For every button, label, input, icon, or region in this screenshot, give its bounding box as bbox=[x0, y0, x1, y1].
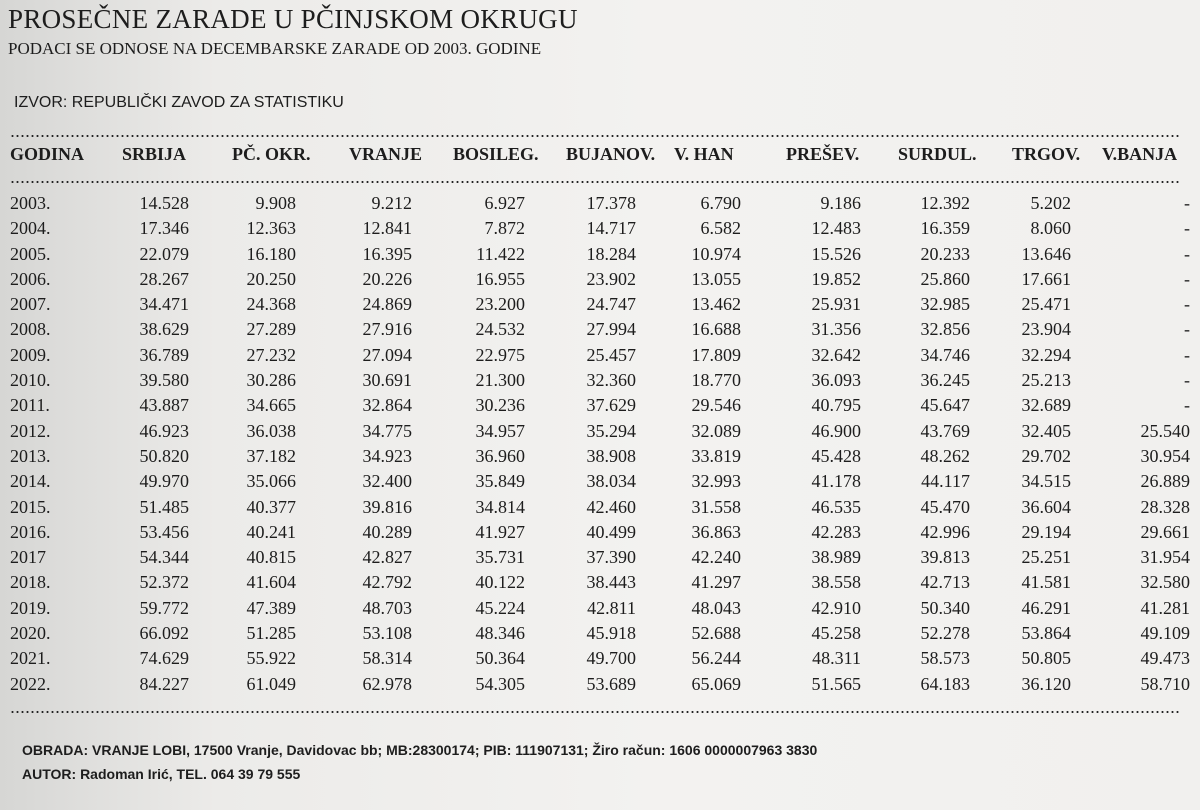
cell-srbija: 54.344 bbox=[139, 547, 189, 568]
footer-autor: AUTOR: Radoman Irić, TEL. 064 39 79 555 bbox=[22, 766, 301, 782]
cell-v-han: 10.974 bbox=[691, 243, 741, 264]
cell-pc-okr: 35.066 bbox=[246, 471, 296, 492]
cell-srbija: 22.079 bbox=[139, 243, 189, 264]
cell-bujanov: 23.902 bbox=[586, 268, 636, 289]
cell-v-han: 48.043 bbox=[691, 597, 741, 618]
cell-presev: 42.283 bbox=[811, 521, 861, 542]
cell-presev: 40.795 bbox=[811, 395, 861, 416]
cell-presev: 38.558 bbox=[811, 572, 861, 593]
cell-surdul: 45.647 bbox=[920, 395, 970, 416]
cell-v-banja: - bbox=[1184, 395, 1190, 416]
cell-bosileg: 48.346 bbox=[475, 623, 525, 644]
table-row bbox=[0, 674, 1200, 699]
cell-godina: 2017 bbox=[10, 547, 46, 568]
page-subtitle: PODACI SE ODNOSE NA DECEMBARSKE ZARADE OD 2003. GODINE bbox=[8, 39, 542, 58]
cell-godina: 2016. bbox=[10, 521, 51, 542]
cell-trgov: 25.471 bbox=[1021, 294, 1071, 315]
cell-srbija: 66.092 bbox=[139, 623, 189, 644]
cell-bosileg: 36.960 bbox=[475, 445, 525, 466]
dotted-divider-top bbox=[10, 134, 1180, 138]
cell-v-han: 13.055 bbox=[691, 268, 741, 289]
cell-presev: 15.526 bbox=[811, 243, 861, 264]
cell-v-han: 6.582 bbox=[700, 218, 741, 239]
table-row bbox=[0, 547, 1200, 572]
cell-godina: 2022. bbox=[10, 673, 51, 694]
cell-pc-okr: 27.289 bbox=[246, 319, 296, 340]
cell-vranje: 12.841 bbox=[362, 218, 412, 239]
cell-surdul: 32.985 bbox=[920, 294, 970, 315]
cell-v-han: 56.244 bbox=[691, 648, 741, 669]
table-row bbox=[0, 269, 1200, 294]
cell-bosileg: 50.364 bbox=[475, 648, 525, 669]
cell-v-han: 33.819 bbox=[691, 445, 741, 466]
cell-bujanov: 38.443 bbox=[586, 572, 636, 593]
cell-pc-okr: 40.377 bbox=[246, 496, 296, 517]
cell-trgov: 36.120 bbox=[1021, 673, 1071, 694]
table-body bbox=[0, 193, 1200, 699]
column-header-pc-okr: PČ. OKR. bbox=[232, 144, 311, 164]
cell-v-banja: 28.328 bbox=[1140, 496, 1190, 517]
cell-trgov: 17.661 bbox=[1021, 268, 1071, 289]
cell-bosileg: 24.532 bbox=[475, 319, 525, 340]
cell-presev: 45.258 bbox=[811, 623, 861, 644]
table-row bbox=[0, 572, 1200, 597]
cell-v-banja: - bbox=[1184, 294, 1190, 315]
cell-bujanov: 38.034 bbox=[586, 471, 636, 492]
cell-presev: 45.428 bbox=[811, 445, 861, 466]
cell-v-banja: 31.954 bbox=[1140, 547, 1190, 568]
cell-v-banja: 25.540 bbox=[1140, 420, 1190, 441]
cell-bujanov: 40.499 bbox=[586, 521, 636, 542]
cell-presev: 48.311 bbox=[812, 648, 861, 669]
cell-godina: 2011. bbox=[10, 395, 50, 416]
cell-presev: 19.852 bbox=[811, 268, 861, 289]
cell-v-han: 32.993 bbox=[691, 471, 741, 492]
cell-presev: 46.535 bbox=[811, 496, 861, 517]
cell-v-banja: 26.889 bbox=[1140, 471, 1190, 492]
cell-bujanov: 53.689 bbox=[586, 673, 636, 694]
cell-vranje: 58.314 bbox=[362, 648, 412, 669]
cell-bujanov: 35.294 bbox=[586, 420, 636, 441]
table-row bbox=[0, 446, 1200, 471]
cell-presev: 38.989 bbox=[811, 547, 861, 568]
cell-srbija: 28.267 bbox=[139, 268, 189, 289]
table-header bbox=[0, 144, 1200, 168]
column-header-trgov: TRGOV. bbox=[1012, 144, 1081, 164]
cell-bujanov: 45.918 bbox=[586, 623, 636, 644]
cell-pc-okr: 20.250 bbox=[246, 268, 296, 289]
column-header-srbija: SRBIJA bbox=[122, 144, 187, 164]
cell-surdul: 50.340 bbox=[920, 597, 970, 618]
cell-bujanov: 17.378 bbox=[586, 193, 636, 213]
cell-vranje: 20.226 bbox=[362, 268, 412, 289]
cell-srbija: 84.227 bbox=[139, 673, 189, 694]
cell-pc-okr: 40.241 bbox=[246, 521, 296, 542]
cell-bosileg: 21.300 bbox=[475, 370, 525, 391]
cell-srbija: 39.580 bbox=[139, 370, 189, 391]
cell-godina: 2020. bbox=[10, 623, 51, 644]
cell-godina: 2004. bbox=[10, 218, 51, 239]
cell-v-han: 6.790 bbox=[700, 193, 741, 213]
cell-srbija: 14.528 bbox=[139, 193, 189, 213]
column-header-vranje: VRANJE bbox=[349, 144, 423, 164]
cell-pc-okr: 30.286 bbox=[246, 370, 296, 391]
column-header-v-han: V. HAN bbox=[674, 144, 734, 164]
table-row bbox=[0, 294, 1200, 319]
cell-pc-okr: 55.922 bbox=[246, 648, 296, 669]
cell-vranje: 9.212 bbox=[371, 193, 412, 213]
cell-pc-okr: 47.389 bbox=[246, 597, 296, 618]
cell-godina: 2012. bbox=[10, 420, 51, 441]
cell-srbija: 36.789 bbox=[139, 344, 189, 365]
cell-surdul: 25.860 bbox=[920, 268, 970, 289]
cell-godina: 2010. bbox=[10, 370, 51, 391]
cell-vranje: 24.869 bbox=[362, 294, 412, 315]
cell-v-han: 41.297 bbox=[691, 572, 741, 593]
dotted-divider-bottom bbox=[10, 710, 1180, 714]
cell-trgov: 25.213 bbox=[1021, 370, 1071, 391]
table-row bbox=[0, 395, 1200, 420]
cell-surdul: 48.262 bbox=[920, 445, 970, 466]
cell-bujanov: 38.908 bbox=[586, 445, 636, 466]
cell-godina: 2018. bbox=[10, 572, 51, 593]
table-row bbox=[0, 421, 1200, 446]
cell-bosileg: 6.927 bbox=[484, 193, 525, 213]
cell-srbija: 59.772 bbox=[139, 597, 189, 618]
cell-v-banja: 29.661 bbox=[1140, 521, 1190, 542]
cell-bujanov: 49.700 bbox=[586, 648, 636, 669]
cell-v-han: 52.688 bbox=[691, 623, 741, 644]
cell-v-han: 42.240 bbox=[691, 547, 741, 568]
cell-bosileg: 40.122 bbox=[475, 572, 525, 593]
cell-v-banja: - bbox=[1184, 193, 1190, 213]
cell-srbija: 52.372 bbox=[139, 572, 189, 593]
cell-surdul: 42.996 bbox=[920, 521, 970, 542]
cell-bosileg: 35.849 bbox=[475, 471, 525, 492]
cell-v-han: 29.546 bbox=[691, 395, 741, 416]
cell-presev: 42.910 bbox=[811, 597, 861, 618]
cell-presev: 46.900 bbox=[811, 420, 861, 441]
cell-pc-okr: 41.604 bbox=[246, 572, 296, 593]
cell-surdul: 43.769 bbox=[920, 420, 970, 441]
cell-v-banja: 49.473 bbox=[1140, 648, 1190, 669]
cell-trgov: 53.864 bbox=[1021, 623, 1071, 644]
cell-vranje: 48.703 bbox=[362, 597, 412, 618]
cell-v-banja: - bbox=[1184, 319, 1190, 340]
cell-surdul: 42.713 bbox=[920, 572, 970, 593]
column-header-v-banja: V.BANJA bbox=[1102, 144, 1178, 164]
cell-vranje: 27.916 bbox=[362, 319, 412, 340]
table-row bbox=[0, 648, 1200, 673]
cell-bosileg: 45.224 bbox=[475, 597, 525, 618]
cell-vranje: 34.923 bbox=[362, 445, 412, 466]
cell-presev: 51.565 bbox=[811, 673, 861, 694]
cell-pc-okr: 51.285 bbox=[246, 623, 296, 644]
cell-presev: 41.178 bbox=[811, 471, 861, 492]
cell-vranje: 32.864 bbox=[362, 395, 412, 416]
cell-pc-okr: 9.908 bbox=[255, 193, 296, 213]
cell-bosileg: 22.975 bbox=[475, 344, 525, 365]
table-row bbox=[0, 370, 1200, 395]
table-row bbox=[0, 345, 1200, 370]
cell-v-banja: - bbox=[1184, 243, 1190, 264]
cell-v-han: 18.770 bbox=[691, 370, 741, 391]
table-row bbox=[0, 497, 1200, 522]
column-header-surdul: SURDUL. bbox=[898, 144, 977, 164]
cell-vranje: 32.400 bbox=[362, 471, 412, 492]
cell-pc-okr: 34.665 bbox=[246, 395, 296, 416]
cell-bujanov: 42.811 bbox=[587, 597, 636, 618]
cell-trgov: 34.515 bbox=[1021, 471, 1071, 492]
table-row bbox=[0, 623, 1200, 648]
cell-surdul: 12.392 bbox=[920, 193, 970, 213]
cell-godina: 2005. bbox=[10, 243, 51, 264]
cell-surdul: 20.233 bbox=[920, 243, 970, 264]
cell-srbija: 17.346 bbox=[139, 218, 189, 239]
cell-bosileg: 54.305 bbox=[475, 673, 525, 694]
cell-godina: 2015. bbox=[10, 496, 51, 517]
cell-srbija: 34.471 bbox=[139, 294, 189, 315]
cell-bujanov: 37.629 bbox=[586, 395, 636, 416]
cell-godina: 2019. bbox=[10, 597, 51, 618]
cell-surdul: 36.245 bbox=[920, 370, 970, 391]
cell-bujanov: 42.460 bbox=[586, 496, 636, 517]
cell-godina: 2014. bbox=[10, 471, 51, 492]
cell-bosileg: 34.957 bbox=[475, 420, 525, 441]
cell-v-banja: - bbox=[1184, 370, 1190, 391]
cell-surdul: 44.117 bbox=[921, 471, 970, 492]
cell-presev: 31.356 bbox=[811, 319, 861, 340]
cell-srbija: 50.820 bbox=[139, 445, 189, 466]
cell-bujanov: 32.360 bbox=[586, 370, 636, 391]
cell-vranje: 42.827 bbox=[362, 547, 412, 568]
cell-bosileg: 35.731 bbox=[475, 547, 525, 568]
cell-pc-okr: 61.049 bbox=[246, 673, 296, 694]
cell-pc-okr: 40.815 bbox=[246, 547, 296, 568]
cell-bosileg: 41.927 bbox=[475, 521, 525, 542]
cell-pc-okr: 12.363 bbox=[246, 218, 296, 239]
cell-bujanov: 14.717 bbox=[586, 218, 636, 239]
cell-trgov: 23.904 bbox=[1021, 319, 1071, 340]
cell-bujanov: 24.747 bbox=[586, 294, 636, 315]
cell-vranje: 53.108 bbox=[362, 623, 412, 644]
table-row bbox=[0, 522, 1200, 547]
cell-pc-okr: 16.180 bbox=[246, 243, 296, 264]
cell-bujanov: 27.994 bbox=[586, 319, 636, 340]
cell-v-han: 36.863 bbox=[691, 521, 741, 542]
cell-godina: 2007. bbox=[10, 294, 51, 315]
cell-v-banja: - bbox=[1184, 218, 1190, 239]
table-row bbox=[0, 319, 1200, 344]
column-header-bujanov: BUJANOV. bbox=[566, 144, 656, 164]
cell-godina: 2003. bbox=[10, 193, 51, 213]
cell-trgov: 32.405 bbox=[1021, 420, 1071, 441]
cell-bujanov: 37.390 bbox=[586, 547, 636, 568]
cell-srbija: 49.970 bbox=[139, 471, 189, 492]
table-row bbox=[0, 218, 1200, 243]
cell-trgov: 13.646 bbox=[1021, 243, 1071, 264]
cell-pc-okr: 36.038 bbox=[246, 420, 296, 441]
cell-surdul: 39.813 bbox=[920, 547, 970, 568]
cell-surdul: 16.359 bbox=[920, 218, 970, 239]
cell-v-han: 17.809 bbox=[691, 344, 741, 365]
column-header-godina: GODINA bbox=[10, 144, 85, 164]
cell-vranje: 16.395 bbox=[362, 243, 412, 264]
cell-bosileg: 11.422 bbox=[476, 243, 525, 264]
cell-bosileg: 7.872 bbox=[484, 218, 525, 239]
cell-presev: 36.093 bbox=[811, 370, 861, 391]
footer-obrada: OBRADA: VRANJE LOBI, 17500 Vranje, Davidovac bb; MB:28300174; PIB: 111907131; Žiro račun: 1606 0000007963 3830 bbox=[22, 742, 818, 758]
cell-surdul: 52.278 bbox=[920, 623, 970, 644]
cell-presev: 32.642 bbox=[811, 344, 861, 365]
cell-v-han: 32.089 bbox=[691, 420, 741, 441]
cell-pc-okr: 24.368 bbox=[246, 294, 296, 315]
cell-v-han: 16.688 bbox=[691, 319, 741, 340]
cell-presev: 12.483 bbox=[811, 218, 861, 239]
cell-bosileg: 30.236 bbox=[475, 395, 525, 416]
cell-trgov: 32.294 bbox=[1021, 344, 1071, 365]
cell-vranje: 39.816 bbox=[362, 496, 412, 517]
dotted-divider-header bbox=[10, 180, 1180, 184]
cell-trgov: 50.805 bbox=[1021, 648, 1071, 669]
cell-v-banja: 41.281 bbox=[1140, 597, 1190, 618]
cell-trgov: 41.581 bbox=[1021, 572, 1071, 593]
cell-trgov: 29.702 bbox=[1021, 445, 1071, 466]
column-header-bosileg: BOSILEG. bbox=[453, 144, 539, 164]
cell-v-han: 65.069 bbox=[691, 673, 741, 694]
cell-godina: 2009. bbox=[10, 344, 51, 365]
cell-trgov: 25.251 bbox=[1021, 547, 1071, 568]
cell-bosileg: 16.955 bbox=[475, 268, 525, 289]
source-note: IZVOR: REPUBLIČKI ZAVOD ZA STATISTIKU bbox=[14, 94, 344, 111]
cell-v-banja: 32.580 bbox=[1140, 572, 1190, 593]
cell-trgov: 5.202 bbox=[1030, 193, 1071, 213]
cell-v-banja: 49.109 bbox=[1140, 623, 1190, 644]
cell-pc-okr: 27.232 bbox=[246, 344, 296, 365]
cell-surdul: 64.183 bbox=[920, 673, 970, 694]
cell-v-banja: 58.710 bbox=[1140, 673, 1190, 694]
cell-v-banja: - bbox=[1184, 344, 1190, 365]
cell-surdul: 58.573 bbox=[920, 648, 970, 669]
cell-surdul: 34.746 bbox=[920, 344, 970, 365]
table-row bbox=[0, 471, 1200, 496]
cell-pc-okr: 37.182 bbox=[246, 445, 296, 466]
cell-vranje: 27.094 bbox=[362, 344, 412, 365]
cell-surdul: 45.470 bbox=[920, 496, 970, 517]
cell-trgov: 29.194 bbox=[1021, 521, 1071, 542]
page-title: PROSEČNE ZARADE U PČINJSKOM OKRUGU bbox=[8, 4, 578, 34]
table-row bbox=[0, 598, 1200, 623]
cell-bosileg: 23.200 bbox=[475, 294, 525, 315]
cell-srbija: 51.485 bbox=[139, 496, 189, 517]
cell-srbija: 46.923 bbox=[139, 420, 189, 441]
cell-trgov: 46.291 bbox=[1021, 597, 1071, 618]
cell-surdul: 32.856 bbox=[920, 319, 970, 340]
cell-vranje: 62.978 bbox=[362, 673, 412, 694]
cell-vranje: 30.691 bbox=[362, 370, 412, 391]
cell-vranje: 34.775 bbox=[362, 420, 412, 441]
cell-srbija: 38.629 bbox=[139, 319, 189, 340]
cell-bosileg: 34.814 bbox=[475, 496, 525, 517]
cell-vranje: 42.792 bbox=[362, 572, 412, 593]
cell-v-banja: - bbox=[1184, 268, 1190, 289]
cell-v-han: 13.462 bbox=[691, 294, 741, 315]
cell-presev: 25.931 bbox=[811, 294, 861, 315]
cell-bujanov: 18.284 bbox=[586, 243, 636, 264]
cell-godina: 2008. bbox=[10, 319, 51, 340]
cell-srbija: 74.629 bbox=[139, 648, 189, 669]
cell-vranje: 40.289 bbox=[362, 521, 412, 542]
table-row bbox=[0, 244, 1200, 269]
cell-v-han: 31.558 bbox=[691, 496, 741, 517]
cell-godina: 2006. bbox=[10, 268, 51, 289]
table-row bbox=[0, 193, 1200, 218]
column-header-presev: PREŠEV. bbox=[786, 144, 860, 164]
cell-trgov: 8.060 bbox=[1030, 218, 1071, 239]
cell-godina: 2021. bbox=[10, 648, 51, 669]
cell-godina: 2013. bbox=[10, 445, 51, 466]
cell-trgov: 36.604 bbox=[1021, 496, 1071, 517]
cell-bujanov: 25.457 bbox=[586, 344, 636, 365]
cell-presev: 9.186 bbox=[820, 193, 861, 213]
cell-v-banja: 30.954 bbox=[1140, 445, 1190, 466]
cell-srbija: 43.887 bbox=[139, 395, 189, 416]
cell-trgov: 32.689 bbox=[1021, 395, 1071, 416]
cell-srbija: 53.456 bbox=[139, 521, 189, 542]
